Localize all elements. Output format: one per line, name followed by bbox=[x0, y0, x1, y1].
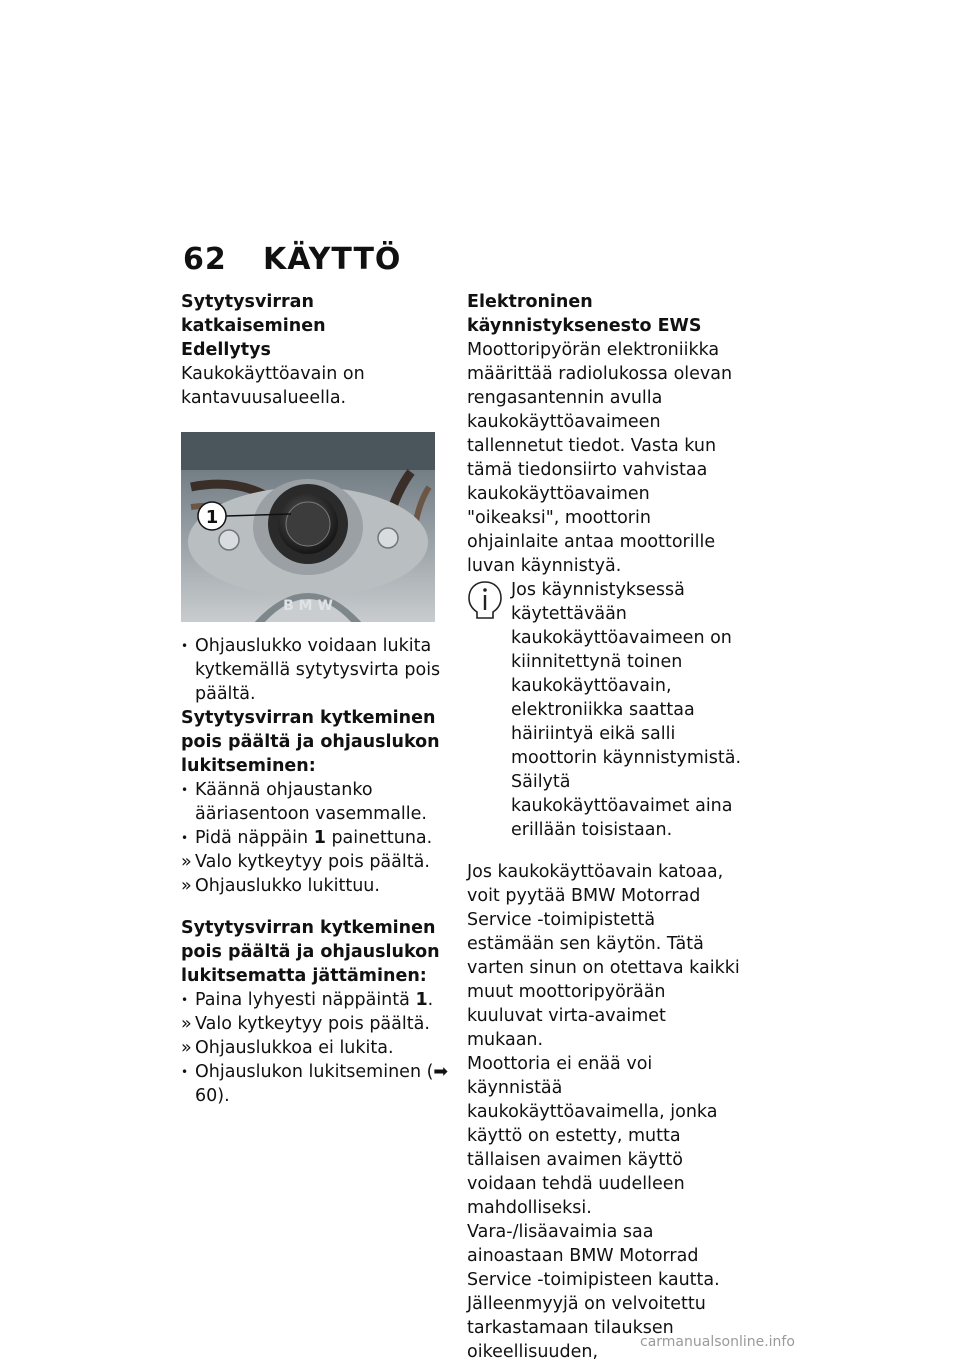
info-icon bbox=[467, 580, 503, 620]
list-item-text: Ohjauslukkoa ei lukita. bbox=[195, 1038, 394, 1058]
list-item bbox=[181, 1060, 451, 1108]
bmw-logo-letters: B M W bbox=[283, 598, 333, 614]
bullet-marker: • bbox=[181, 993, 189, 1007]
right-column bbox=[467, 290, 742, 1364]
list-item-text: Käännä ohjaustanko ääriasentoon vasemmalle. bbox=[195, 780, 427, 824]
page-number: 62 bbox=[183, 242, 227, 277]
result-marker: » bbox=[181, 852, 192, 872]
chapter-title: KÄYTTÖ bbox=[263, 242, 402, 277]
list-item-text: Ohjauslukko lukittuu. bbox=[195, 876, 380, 896]
section-heading-ignition-off: Sytytysvirran katkaiseminen bbox=[181, 292, 326, 336]
ews-paragraph-3: Moottoria ei enää voi käynnistää kaukokäyttöavaimella, jonka käyttö on estetty, mutta tällaisen avaimen käyttö voidaan tehdä uudelleen mahdolliseksi. Vara-/lisäavaimia saa ainoastaan BMW Motorrad Service -toimipisteen kautta. Jälleenmyyjä on velvoitettu tarkastamaan tilauksen oikeellisuuden, bbox=[467, 1054, 720, 1362]
result-marker: » bbox=[181, 1038, 192, 1058]
list-item bbox=[181, 778, 451, 826]
list-item-text-after: . bbox=[427, 990, 434, 1010]
bullet-marker: • bbox=[181, 639, 189, 653]
list-item-text: Paina lyhyesti näppäintä bbox=[195, 990, 416, 1010]
result-marker: » bbox=[181, 876, 192, 896]
left-column bbox=[181, 290, 451, 1108]
watermark: carmanualsonline.info bbox=[640, 1334, 795, 1350]
key-reference: 1 bbox=[415, 990, 428, 1010]
list-item bbox=[181, 826, 451, 850]
steps-lock bbox=[181, 778, 451, 898]
info-note bbox=[467, 578, 742, 842]
bullet-marker: • bbox=[181, 1065, 189, 1079]
result-marker: » bbox=[181, 1014, 192, 1034]
section-heading-lock: Sytytysvirran kytkeminen pois päältä ja ohjauslukon lukitseminen: bbox=[181, 708, 440, 776]
subheading-condition: Edellytys bbox=[181, 340, 271, 360]
list-item bbox=[181, 1036, 451, 1060]
list-item bbox=[181, 850, 451, 874]
page-header bbox=[183, 242, 401, 277]
bullet-marker: • bbox=[181, 783, 189, 797]
steps-no-lock bbox=[181, 988, 451, 1108]
ignition-switch-figure bbox=[181, 432, 435, 622]
section-heading-ews-2: käynnistyksenesto EWS bbox=[467, 316, 702, 336]
list-item bbox=[181, 634, 451, 706]
ews-paragraph-2: Jos kaukokäyttöavain katoaa, voit pyytää BMW Motorrad Service -toimipistettä estämään sen käytön. Tätä varten sinun on otettava kaikki muut moottoripyörään kuuluvat virta-avaimet mukaan. bbox=[467, 862, 740, 1050]
list-item-text-after: painettuna. bbox=[325, 828, 433, 848]
info-note-text: Jos käynnistyksessä käytettävään kaukokäyttöavaimeen on kiinnitettynä toinen kaukokäyttöavain, elektroniikka saattaa häiriintyä eikä salli moottorin käynnistymistä. Säilytä kaukokäyttöavaimet aina erillään toisistaan. bbox=[511, 580, 742, 840]
section-heading-ews-1: Elektroninen bbox=[467, 292, 593, 312]
list-item-text: Pidä näppäin bbox=[195, 828, 314, 848]
section-heading-no-lock: Sytytysvirran kytkeminen pois päältä ja ohjauslukon lukitsematta jättäminen: bbox=[181, 918, 440, 986]
list-item-text: Valo kytkeytyy pois päältä. bbox=[195, 1014, 430, 1034]
list-item bbox=[181, 988, 451, 1012]
condition-text: Kaukokäyttöavain on kantavuusalueella. bbox=[181, 364, 365, 408]
key-reference: 1 bbox=[313, 828, 326, 848]
list-item-text: Ohjauslukko voidaan lukita kytkemällä sytytysvirta pois päältä. bbox=[195, 636, 441, 704]
bullet-marker: • bbox=[181, 831, 189, 845]
list-item bbox=[181, 874, 451, 898]
list-item-text: Valo kytkeytyy pois päältä. bbox=[195, 852, 430, 872]
list-item bbox=[181, 1012, 451, 1036]
figure-callout-1: 1 bbox=[205, 507, 219, 528]
ews-paragraph-1: Moottoripyörän elektroniikka määrittää radiolukossa olevan rengasantennin avulla kaukokäyttöavaimeen tallennetut tiedot. Vasta kun tämä tiedonsiirto vahvistaa kaukokäyttöavaimen "oikeaksi", moottorin ohjainlaite antaa moottorille luvan käynnistyä. bbox=[467, 340, 733, 576]
list-item-text: Ohjauslukon lukitseminen (➡ 60). bbox=[195, 1062, 449, 1106]
